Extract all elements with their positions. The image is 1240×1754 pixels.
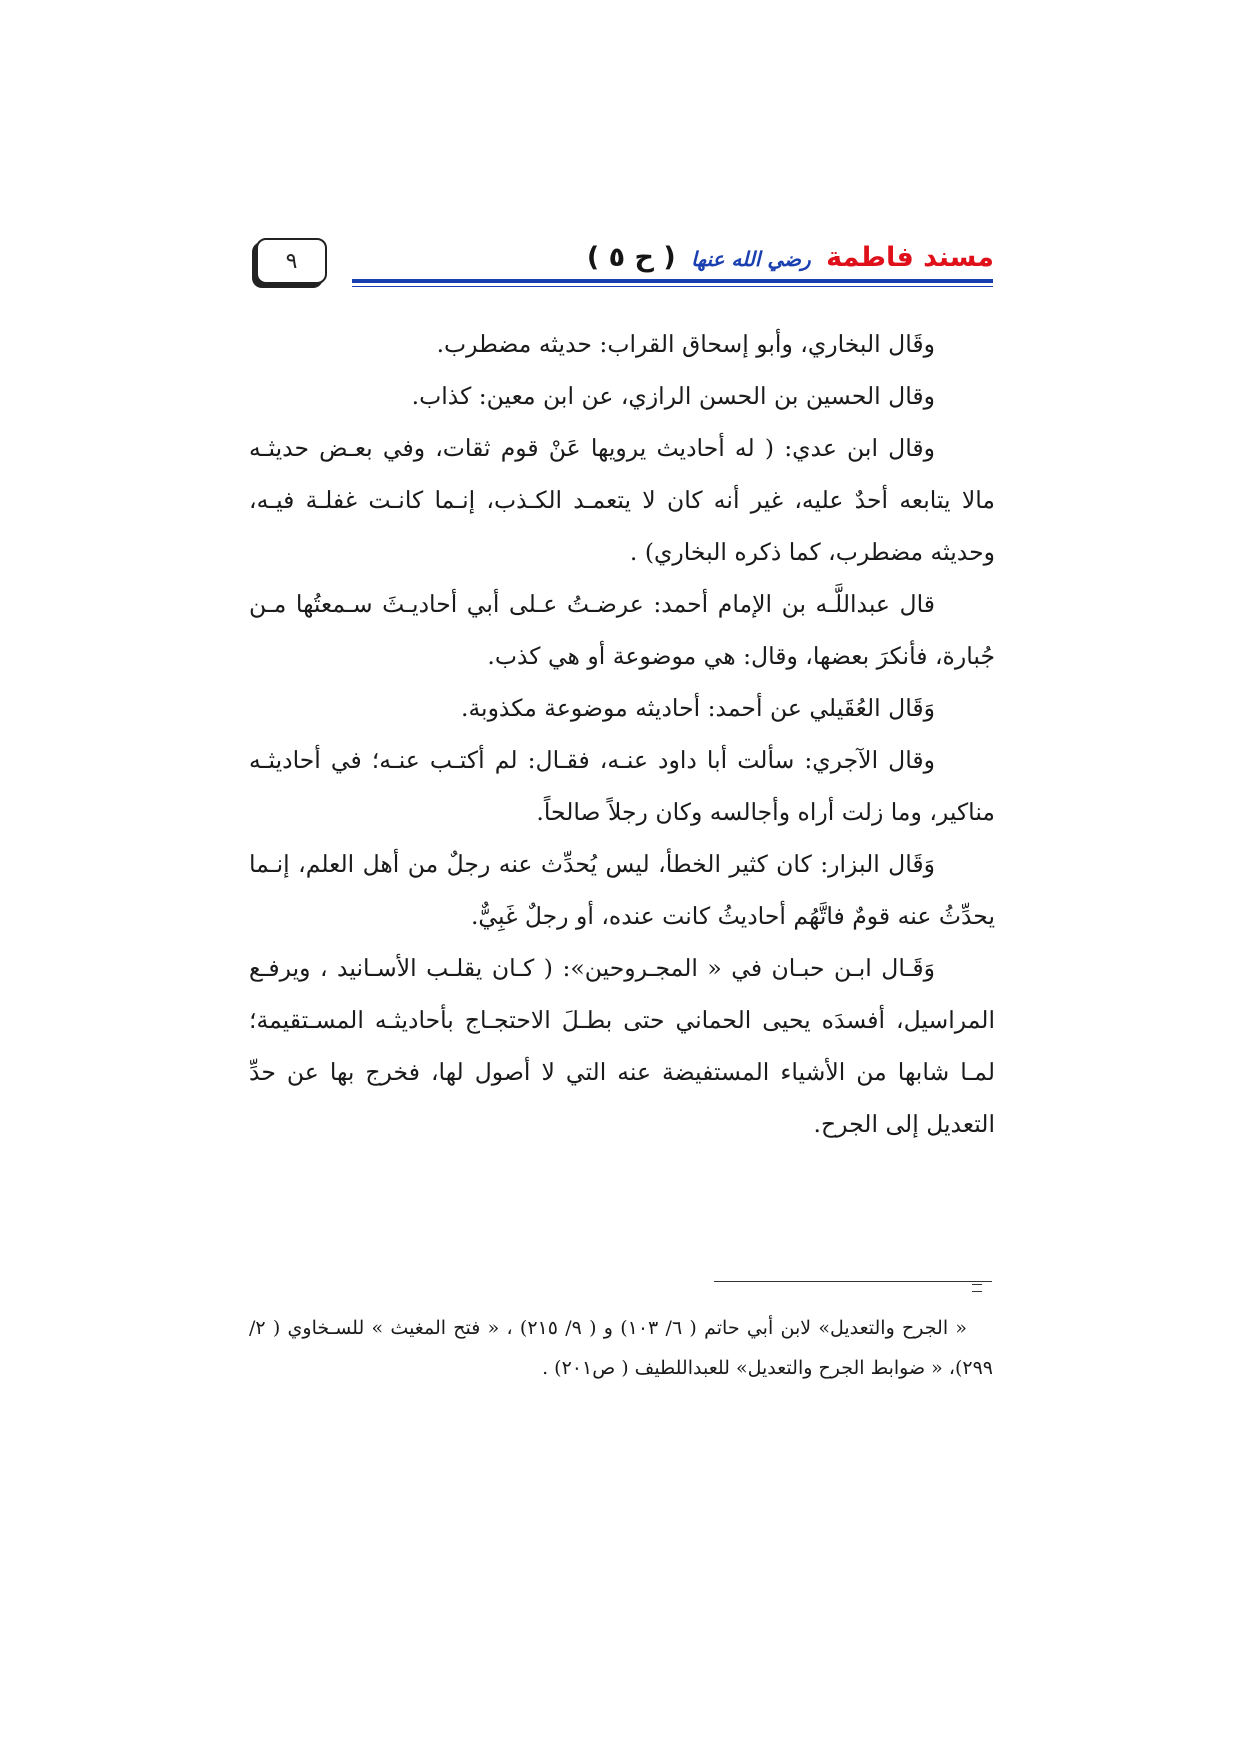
footnotes: [249, 1308, 993, 1388]
footnote: « الجرح والتعديل» لابن أبي حاتم ( ٦/ ١٠٣) و ( ٩/ ٢١٥) ، « فتح المغيث » للسـخاوي ( ٢/ ٢٩٩)، « ضوابط الجرح والتعديل» للعبداللطيف ( ص٢٠١) .: [249, 1317, 993, 1379]
paragraph: وقال الآجري: سألت أبا داود عنـه، فقـال: لم أكتـب عنـه؛ في أحاديثـه مناكير، وما زلت أراه وأجالسه وكان رجلاً صالحاً.: [249, 746, 995, 826]
footnote-separator: [714, 1281, 992, 1282]
paragraph: وَقَـال ابـن حبـان في « المجـروحين»: ( كـان يقلـب الأسـانيد ، ويرفـع المراسيل، أفسدَه يحيى الحماني حتى بطـلَ الاحتجـاج بأحاديثـه المسـتقيمة؛ لمـا شابها من الأشياء المستفيضة عنه التي لا أصول لها، فخرج بها عن حدِّ التعديل إلى الجرح.: [249, 954, 995, 1138]
volume-label: ( ح ٥ ): [586, 242, 676, 273]
footnote-separator-mark: [972, 1284, 982, 1292]
paragraph: وقال ابن عدي: ( له أحاديث يرويها عَنْ قوم ثقات، وفي بعـض حديثـه مالا يتابعه أحدٌ عليه، غير أنه كان لا يتعمـد الكـذب، إنـما كانـت غفلـة فيـه، وحديثه مضطرب، كما ذكره البخاري) .: [249, 434, 995, 566]
paragraph: وَقَال البزار: كان كثير الخطأ، ليس يُحدِّث عنه رجلٌ من أهل العلم، إنـما يحدِّثُ عنه قومٌ فاتَّهُم أحاديثُ كانت عنده، أو رجلٌ غَبِيٌّ.: [249, 850, 995, 930]
header-rule: [352, 279, 993, 283]
main-text: [249, 318, 995, 1150]
paragraph: قال عبداللَّـه بن الإمام أحمد: عرضـتُ عـلى أبي أحاديـثَ سـمعتُها مـن جُبارة، فأنكرَ بعضها، وقال: هي موضوعة أو هي كذب.: [249, 590, 995, 670]
book-title: مسند فاطمة: [826, 242, 994, 273]
header-rule-thin: [352, 286, 993, 287]
paragraph: وقال الحسين بن الحسن الرازي، عن ابن معين: كذاب.: [411, 382, 935, 410]
page-header: [0, 0, 1240, 300]
paragraph: وَقَال العُقَيلي عن أحمد: أحاديثه موضوعة مكذوبة.: [460, 694, 935, 722]
page-number: ٩: [256, 238, 327, 284]
paragraph: وقَال البخاري، وأبو إسحاق القراب: حديثه مضطرب.: [436, 330, 935, 358]
running-title: [587, 238, 994, 279]
honorific-calligraphy: رضي الله عنها: [691, 247, 811, 271]
